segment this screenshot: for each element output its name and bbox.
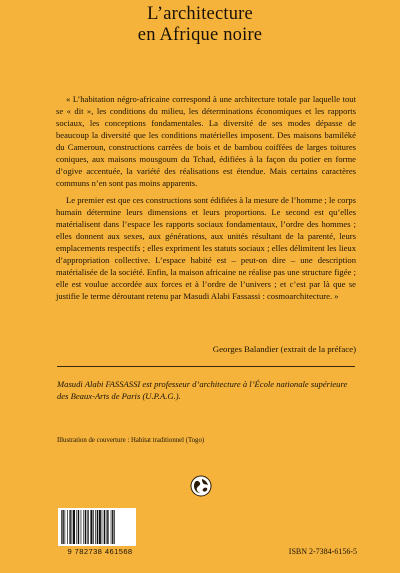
book-title [0,4,400,46]
barcode-bar [88,510,89,544]
barcode-bar [93,510,94,544]
publisher-globe-logo-icon [190,475,212,497]
barcode-bar [85,510,86,544]
barcode-bar [99,510,101,544]
barcode-bar [78,510,79,544]
illustration-credit: Illustration de couverture : Habitat traditionnel (Togo) [57,437,205,444]
barcode-bar [83,510,84,544]
barcode-bar [61,510,62,544]
divider [57,366,355,367]
barcode-bar [107,510,108,544]
barcode [58,508,136,546]
barcode-number: 9 782738 461568 [67,547,133,556]
quote-attribution: Georges Balandier (extrait de la préface) [212,344,356,354]
barcode-bar [106,510,107,544]
barcode-bar [90,510,92,544]
author-note: Masudi Alabi FASSASSI est professeur d’architecture à l’École nationale supérieure des Beaux-Arts de Paris (U.P.A.G.). [57,379,348,401]
book-title-line-2: en Afrique noire [137,25,263,45]
barcode-bar [97,510,98,544]
barcode-bar [112,510,113,544]
barcode-bar [65,510,66,544]
isbn: ISBN 2-7384-6156-5 [288,547,357,556]
barcode-bar [67,510,68,544]
barcode-bar [69,510,70,544]
book-title-line-1: L’architecture [147,4,253,24]
barcode-bar [73,510,75,544]
barcode-bar [87,510,88,544]
quote-paragraph-2: Le premier est que ces constructions sont édifiées à la mesure de l’homme ; le corps humain détermine leurs dimensions et leurs proportions. Le second est qu’elles matérialisent dans l’espace les rapports sociaux fondamentaux, l’ordre des hommes ; elles donnent aux sexes, aux générations, aux unités résultant de la parenté, leurs emplacements respectifs ; elles expriment les statuts sociaux ; elles délimitent les lieux d’appropriation collective. L’espace habité est – peut-on dire – une description matérialisée de la société. Enfin, la maison africaine ne réalise pas une structure figée ; elle est voulue accordée aux forces et à l’ordre de l’univers ; et c’est par là que se justifie le terme déroutant retenu par Masudi Alabi Fassassi : cosmoarchitecture. » [56,195,356,301]
preface-quote [56,93,356,302]
barcode-bar [111,510,112,544]
barcode-bar [76,510,77,544]
barcode-bar [95,510,96,544]
barcode-bar [81,510,82,544]
quote-paragraph-1: « L’habitation négro-africaine correspond à une architecture totale par laquelle tout se « dit », les conditions du milieu, les déterminations économiques et les rapports sociaux, les conceptions fondamentales. La diversité de ses modes dépasse de beaucoup la diversité que les conditions matérielles imposent. Des maisons bamiléké du Cameroun, constructions carrées de bois et de bambou coiffées de larges toitures coniques, aux maisons mousgoum du Tchad, édifiées à la façon du potier en forme d’ogive accentuée, la variété des réalisations est étendue. Mais certains caractères communs n’en sont pas moins apparents. [56,94,356,188]
barcode-bar [102,510,103,544]
barcode-bar [62,510,63,544]
barcode-bar [114,510,115,544]
barcode-bar [72,510,73,544]
barcode-bar [104,510,105,544]
